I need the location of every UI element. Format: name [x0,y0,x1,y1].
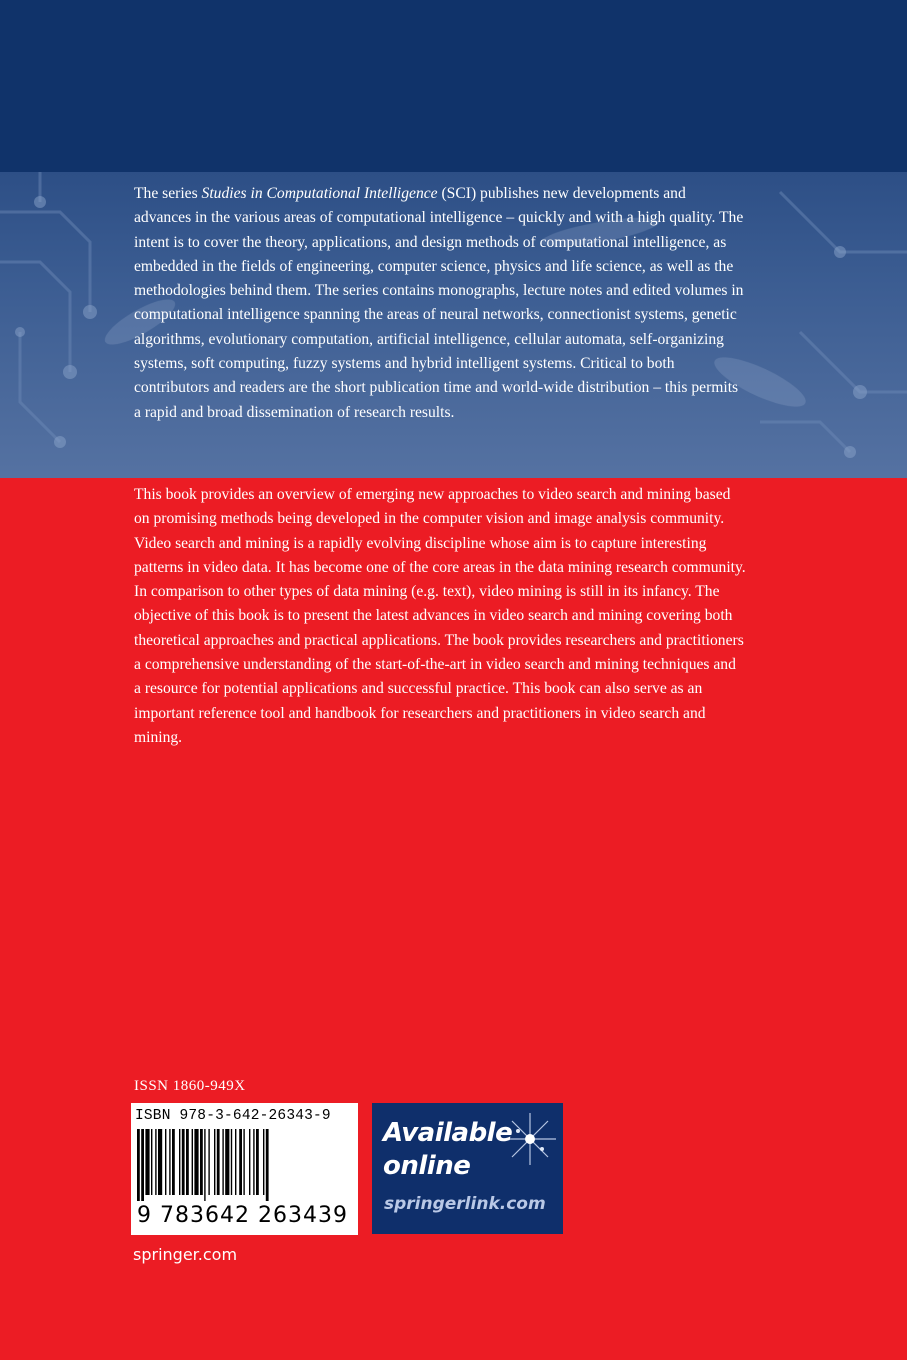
barcode-bar [158,1129,162,1195]
springerlink-link[interactable]: springerlink.com [384,1194,546,1214]
badge-line-1: Available [383,1118,513,1148]
barcode-bar [243,1129,244,1195]
barcode-bar [145,1129,149,1195]
barcode-bar [182,1129,185,1195]
series-body: (SCI) publishes new developments and advances in the various areas of computational intelligence – quickly and with a high quality. The intent is to cover the theory, applications, and design methods of computational intelligence, as embedded in the fields of engineering, computer science, physics and life science, as well as the methodologies behind them. The series contains monographs, lecture notes and edited volumes in computational intelligence spanning the areas of neural networks, connectionist systems, genetic algorithms, evolutionary computation, artificial intelligence, cellular automata, self-organizing systems, soft computing, fuzzy systems and hybrid intelligent systems. Critical to both contributors and readers are the short publication time and world-wide distribution – this permits a rapid and broad dissemination of research results. [134,185,744,421]
barcode-bar [239,1129,242,1195]
barcode-bar [256,1129,259,1195]
barcode-bar [137,1129,140,1201]
barcode-bar [155,1129,156,1195]
top-blue-band [0,0,907,172]
barcode-bar [204,1129,205,1201]
issn-label: ISSN 1860-949X [134,1078,246,1094]
barcode-bar [214,1129,215,1195]
barcode-bar [263,1129,264,1195]
barcode-bar [141,1129,144,1201]
series-title: Studies in Computational Intelligence [201,185,438,202]
publisher-site-link[interactable]: springer.com [133,1245,238,1264]
barcode-bar [231,1129,232,1195]
barcode-bar [208,1129,209,1195]
series-description [134,182,746,425]
barcode-bar [217,1129,220,1195]
barcode-bar [266,1129,269,1201]
barcode-bars [135,1129,354,1201]
barcode-bar [186,1129,189,1195]
barcode-bar [249,1129,250,1195]
barcode-bar [172,1129,175,1195]
badge-line-2: online [383,1151,471,1181]
barcode-bar [179,1129,180,1195]
barcode-bar [235,1129,236,1195]
barcode-bar [192,1129,193,1195]
book-description: This book provides an overview of emerging new approaches to video search and mining based on promising methods being developed in the computer vision and image analysis community. Video search and mining is a rapidly evolving discipline whose aim is to capture interesting patterns in video data. It has become one of the core areas in the data mining research community. In comparison to other types of data mining (e.g. text), video mining is still in its infancy. The objective of this book is to present the latest advances in video search and mining covering both theoretical approaches and practical applications. The book provides researchers and practitioners a comprehensive understanding of the start-of-the-art in video search and mining techniques and a resource for potential applications and successful practice. This book can also serve as an important reference tool and handbook for researchers and practitioners in video search and mining. [134,486,746,746]
barcode-bar [169,1129,170,1195]
barcode-bar [165,1129,166,1195]
isbn-text: ISBN 978-3-642-26343-9 [135,1108,331,1124]
barcode-bar [222,1129,223,1195]
series-lead: The series [134,185,202,202]
barcode-bar [200,1129,203,1195]
barcode-bar [225,1129,229,1195]
isbn-barcode [131,1103,358,1235]
barcode-bar [194,1129,198,1195]
available-online-badge[interactable] [372,1103,563,1234]
barcode-bar [151,1129,152,1195]
barcode-bar [253,1129,254,1195]
barcode-digits: 9 783642 263439 [137,1203,348,1228]
